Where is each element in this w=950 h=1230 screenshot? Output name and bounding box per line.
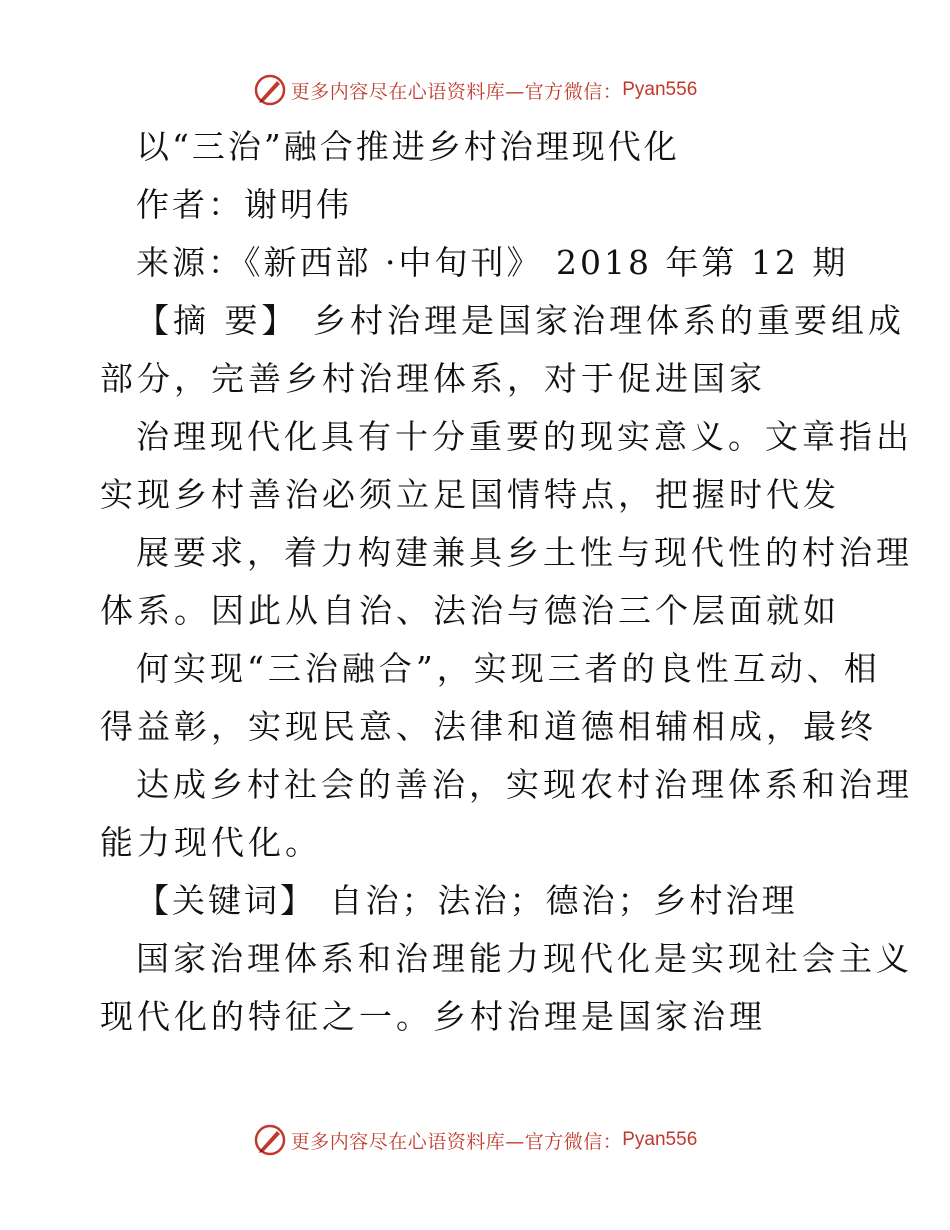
body-line: 国家治理体系和治理能力现代化是实现社会主义 <box>136 939 913 978</box>
abstract-line: 部分，完善乡村治理体系，对于促进国家 <box>100 359 766 398</box>
abstract-line: 达成乡村社会的善治，实现农村治理体系和治理 <box>136 765 913 804</box>
abstract-line: 得益彰，实现民意、法律和道德相辅相成，最终 <box>100 707 877 746</box>
abstract-line: 体系。因此从自治、法治与德治三个层面就如 <box>100 591 840 630</box>
watermark-text: 更多内容尽在心语资料库—官方微信： <box>290 1130 623 1153</box>
article-title: 以“三治”融合推进乡村治理现代化 <box>136 127 680 166</box>
body-line: 现代化的特征之一。乡村治理是国家治理 <box>100 997 766 1036</box>
abstract-line: 能力现代化。 <box>100 823 322 862</box>
watermark-text: 更多内容尽在心语资料库—官方微信： <box>290 80 623 103</box>
article-source: 来源：《新西部 ·中旬刊》 2018 年第 12 期 <box>136 243 849 282</box>
article-author: 作者：谢明伟 <box>136 185 352 224</box>
abstract-line: 【摘 要】 乡村治理是国家治理体系的重要组成 <box>136 301 905 340</box>
pen-logo-icon <box>253 73 287 107</box>
abstract-line: 实现乡村善治必须立足国情特点，把握时代发 <box>100 475 840 514</box>
abstract-line: 治理现代化具有十分重要的现实意义。文章指出 <box>136 417 913 456</box>
header-watermark <box>0 70 950 110</box>
watermark-account: Pyan556 <box>622 79 698 100</box>
abstract-line: 展要求，着力构建兼具乡土性与现代性的村治理 <box>136 533 913 572</box>
footer-watermark <box>0 1120 950 1160</box>
watermark-account: Pyan556 <box>622 1129 698 1150</box>
keywords-line: 【关键词】 自治；法治；德治；乡村治理 <box>136 881 798 920</box>
pen-logo-icon <box>253 1123 287 1157</box>
abstract-line: 何实现“三治融合”，实现三者的良性互动、相 <box>136 649 881 688</box>
